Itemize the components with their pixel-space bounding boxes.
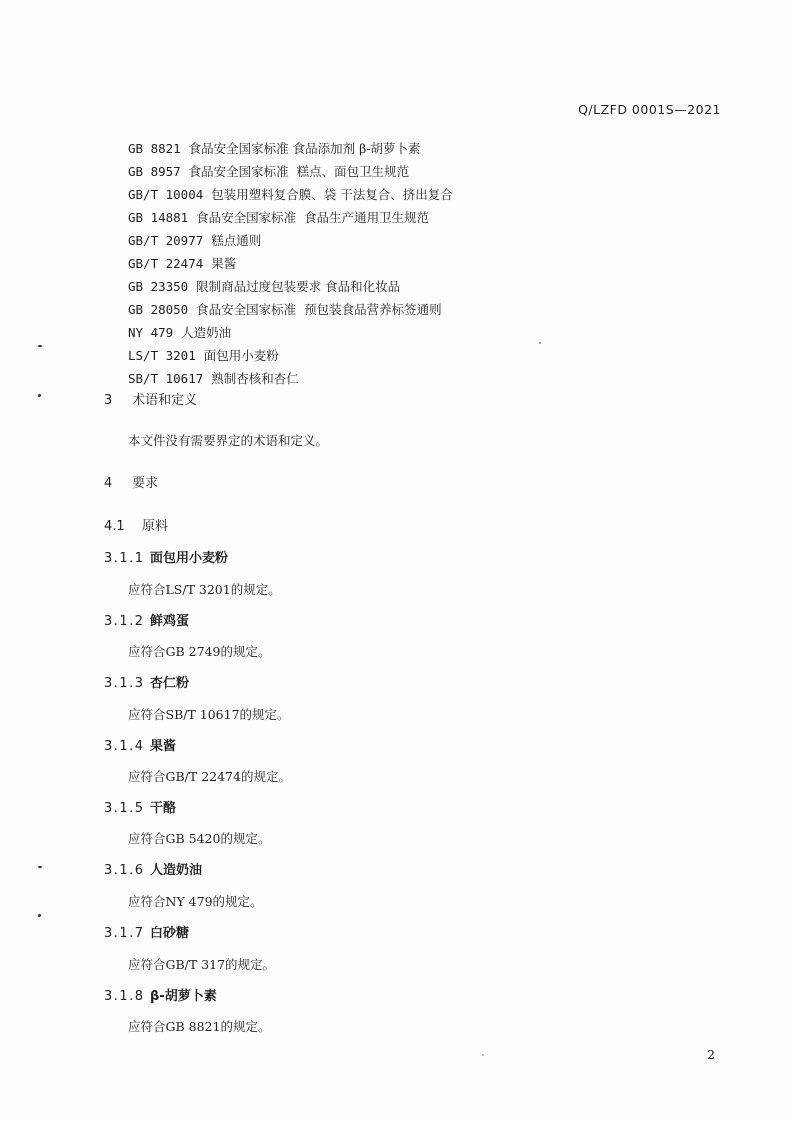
scan-speck xyxy=(38,394,41,397)
reference-item xyxy=(128,206,453,229)
item-text: 应符合GB 8821的规定。 xyxy=(128,1019,271,1034)
reference-item xyxy=(128,275,453,298)
item-number: 3.1.6 xyxy=(104,863,145,878)
reference-item xyxy=(128,367,453,390)
reference-code: NY 479 xyxy=(128,325,174,340)
item-heading xyxy=(104,859,202,878)
reference-title: 食品安全国家标准 食品生产通用卫生规范 xyxy=(196,210,430,225)
section-number: 4.1 xyxy=(104,519,125,534)
item-title: 白砂糖 xyxy=(150,926,190,941)
reference-code: SB/T 10617 xyxy=(128,371,204,386)
item-number: 3.1.2 xyxy=(104,614,145,629)
item-title: β-胡萝卜素 xyxy=(150,989,217,1004)
reference-title: 限制商品过度包装要求 食品和化妆品 xyxy=(196,279,401,294)
item-number: 3.1.7 xyxy=(104,926,145,941)
item-heading xyxy=(104,985,217,1004)
scan-speck xyxy=(539,342,541,344)
item-heading xyxy=(104,610,189,629)
section-4-heading xyxy=(104,472,158,491)
item-text: 应符合LS/T 3201的规定。 xyxy=(128,582,281,597)
scan-speck xyxy=(38,866,42,868)
document-code: Q/LZFD 0001S—2021 xyxy=(578,102,721,117)
reference-title: 面包用小麦粉 xyxy=(203,348,279,363)
item-number: 3.1.3 xyxy=(104,676,145,691)
reference-title: 人造奶油 xyxy=(181,325,232,340)
item-text: 应符合SB/T 10617的规定。 xyxy=(128,707,290,722)
scan-speck xyxy=(482,1054,484,1056)
reference-item xyxy=(128,344,453,367)
reference-item xyxy=(128,298,453,321)
scan-speck xyxy=(38,345,42,347)
item-text: 应符合GB/T 317的规定。 xyxy=(128,957,276,972)
section-title: 原料 xyxy=(142,519,169,534)
item-text: 应符合GB/T 22474的规定。 xyxy=(128,769,291,784)
item-heading xyxy=(104,735,176,754)
section-4-1-heading xyxy=(104,515,168,534)
item-text: 应符合GB 2749的规定。 xyxy=(128,644,271,659)
reference-item xyxy=(128,137,453,160)
item-heading xyxy=(104,922,189,941)
item-title: 人造奶油 xyxy=(150,863,203,878)
section-3-text: 本文件没有需要界定的术语和定义。 xyxy=(128,433,329,448)
reference-item xyxy=(128,321,453,344)
normative-references-list xyxy=(128,137,453,390)
item-title: 果酱 xyxy=(150,739,177,754)
reference-code: GB/T 22474 xyxy=(128,256,204,271)
item-text: 应符合GB 5420的规定。 xyxy=(128,831,271,846)
reference-title: 食品安全国家标准 糕点、面包卫生规范 xyxy=(188,164,410,179)
reference-title: 食品安全国家标准 预包装食品营养标签通则 xyxy=(196,302,442,317)
section-number: 4 xyxy=(104,476,113,491)
item-title: 鲜鸡蛋 xyxy=(150,614,190,629)
reference-title: 熟制杏核和杏仁 xyxy=(211,371,299,386)
reference-item xyxy=(128,229,453,252)
section-title: 要求 xyxy=(132,476,159,491)
item-number: 3.1.5 xyxy=(104,801,145,816)
item-number: 3.1.1 xyxy=(104,551,145,566)
reference-code: LS/T 3201 xyxy=(128,348,196,363)
item-text: 应符合NY 479的规定。 xyxy=(128,894,263,909)
item-number: 3.1.4 xyxy=(104,739,145,754)
reference-code: GB 8957 xyxy=(128,164,181,179)
item-number: 3.1.8 xyxy=(104,989,145,1004)
section-3-heading xyxy=(104,389,197,408)
reference-code: GB 23350 xyxy=(128,279,189,294)
page-number: 2 xyxy=(707,1047,715,1062)
reference-code: GB/T 10004 xyxy=(128,187,204,202)
item-heading xyxy=(104,547,228,566)
reference-code: GB 8821 xyxy=(128,141,181,156)
reference-code: GB/T 20977 xyxy=(128,233,204,248)
reference-item xyxy=(128,252,453,275)
reference-code: GB 14881 xyxy=(128,210,189,225)
section-title: 术语和定义 xyxy=(132,393,198,408)
item-heading xyxy=(104,797,176,816)
item-title: 干酪 xyxy=(150,801,177,816)
section-number: 3 xyxy=(104,393,113,408)
item-heading xyxy=(104,672,189,691)
item-title: 面包用小麦粉 xyxy=(150,551,229,566)
scan-speck xyxy=(38,914,41,917)
reference-title: 糕点通则 xyxy=(211,233,262,248)
reference-item xyxy=(128,160,453,183)
reference-title: 食品安全国家标准 食品添加剂 β-胡萝卜素 xyxy=(188,141,421,156)
item-title: 杏仁粉 xyxy=(150,676,190,691)
reference-title: 果酱 xyxy=(211,256,237,271)
reference-title: 包装用塑料复合膜、袋 干法复合、挤出复合 xyxy=(211,187,453,202)
reference-code: GB 28050 xyxy=(128,302,189,317)
reference-item xyxy=(128,183,453,206)
